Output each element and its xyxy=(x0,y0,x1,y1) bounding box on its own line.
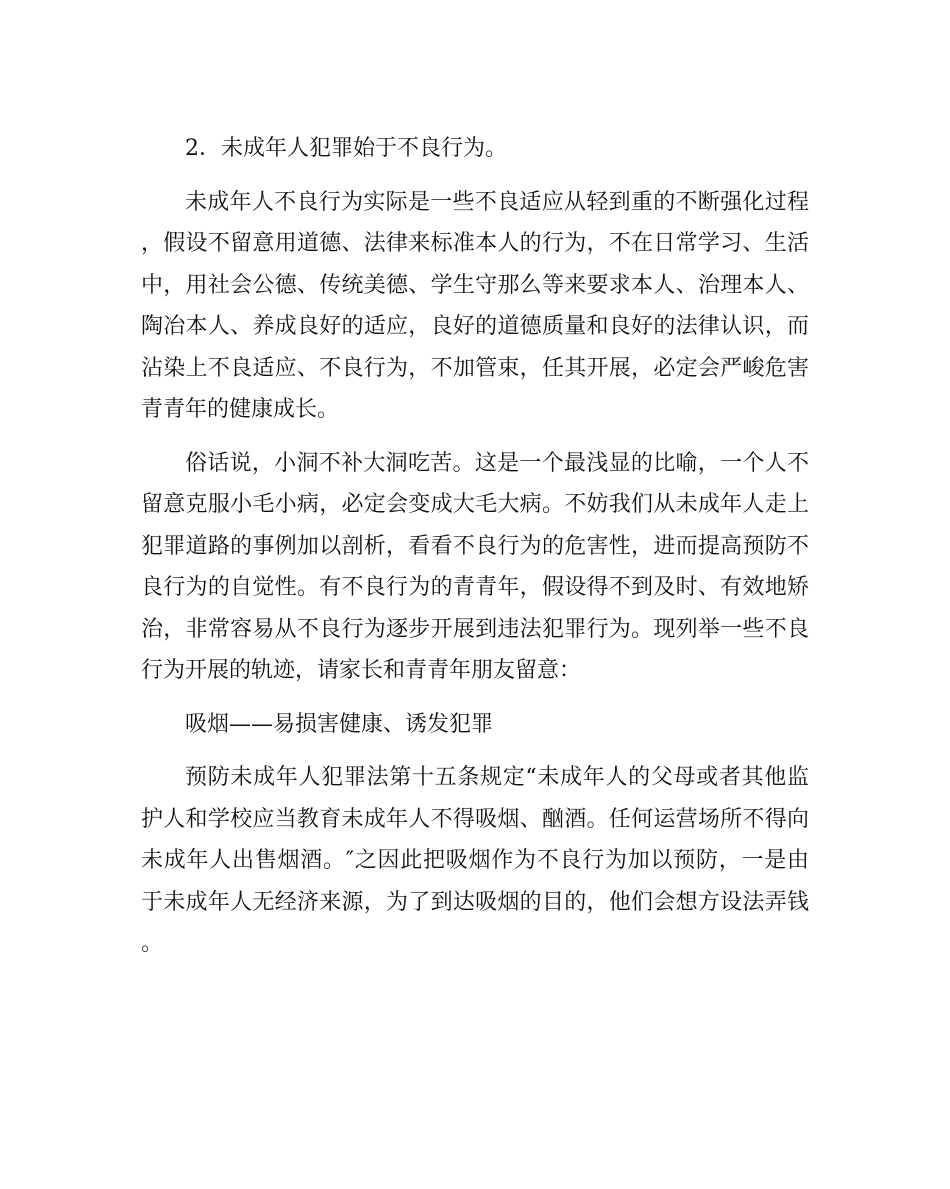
paragraph: 俗话说，小洞不补大洞吃苦。这是一个最浅显的比喻，一个人不留意克服小毛小病，必定会变成大毛大病。不妨我们从未成年人走上犯罪道路的事例加以剖析，看看不良行为的危害性，进而提高预防不良行为的自觉性。有不良行为的青青年，假设得不到及时、有效地矫治，非常容易从不良行为逐步开展到违法犯罪行为。现列举一些不良行为开展的轨迹，请家长和青青年朋友留意： xyxy=(141,450,809,683)
paragraph: 预防未成年人犯罪法第十五条规定“未成年人的父母或者其他监护人和学校应当教育未成年人不得吸烟、酗酒。任何运营场所不得向未成年人出售烟酒。″之因此把吸烟作为不良行为加以预防，一是由于未成年人无经济来源，为了到达吸烟的目的，他们会想方设法弄钱。 xyxy=(141,765,809,956)
document-body xyxy=(141,128,809,965)
paragraph-subheading: 吸烟——易损害健康、诱发犯罪 xyxy=(185,711,494,737)
paragraph: 未成年人不良行为实际是一些不良适应从轻到重的不断强化过程，假设不留意用道德、法律来标准本人的行为，不在日常学习、生活中，用社会公德、传统美德、学生守那么等来要求本人、治理本人、陶冶本人、养成良好的适应，良好的道德质量和良好的法律认识，而沾染上不良适应、不良行为，不加管束，任其开展，必定会严峻危害青青年的健康成长。 xyxy=(141,189,809,422)
paragraph-heading: 2．未成年人犯罪始于不良行为。 xyxy=(185,136,507,161)
